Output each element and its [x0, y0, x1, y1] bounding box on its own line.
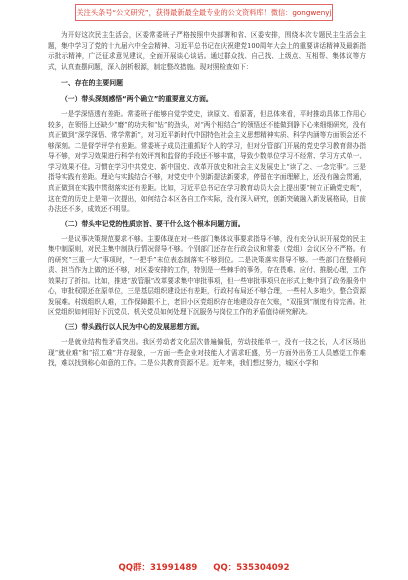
document-body — [48, 30, 366, 369]
subsection-heading-3: （三）带头践行以人民为中心的发展思想方面。 — [61, 323, 204, 332]
paragraph: 一是议事决策规范要求不够。主要体现在对一些部门集体议事要求指导不够，没有充分认识开展党的民主集中制原则，对民主集中制执行情况督导不够。个别部门还存在行政会议和常委（党组）会议区分不严格。有的研究“三重一大”事项时，“一把手”末位表态制落实不够到位。二是决策落实督导不够。一些部门在整顿问责、担当作为上做的还不够，对区委安排的工作，特别是一些棘手的事务，存在畏难、应付、推脱心理，工作效果打了折扣。比如，推进“放管服”改革要求集中审批事项，但一些审批事项只在形式上集中到了政务服务中心，审批权限还在原单位，三是基层组织建设还有差距，行政村布局还不够合理，一些村人多地少，整合资源发展难。村级组织人难，工作保障跟不上，老旧小区党组织存在地建设存在欠账，“双报到”制度有待完善。社区党组织如何用好下沉党员、机关党员如何处理下沉服务与岗位工作的矛盾值待研究解决。 — [48, 234, 366, 317]
subsection-heading-2: （二）带头牢记党的性质宗旨、要干什么这个根本问题方面。 — [61, 219, 245, 228]
subsection-heading-1: （一）带头深刻感悟“两个确立”的重要意义方面。 — [61, 95, 213, 104]
qq-group-number: QQ群：31991489 — [118, 563, 198, 573]
footer-contact — [0, 561, 408, 573]
paragraph: 一是学深悟透有差距。常委班子能够自觉学党史，读原文、看原著，但总体来看，平时推动具体工作用心较多，在领悟上还缺少“磨”的功夫和“钻”的劲头，对“两个相结合”的领悟还不能做到静下心来细细研究，没有真正做到“深学深悟、常学常新”，对习近平新时代中国特色社会主义思想精神实质、科学内涵等方面领会还不够深刻。二是督学评学有差距。常委班子成员注重抓好个人的学习，但对分管部门开展的党史学习教育督办指导不够，对学习效果进行科学有效评判和监督的手段还不够丰富，导致少数单位学习不经常、学习方式单一、学习效果不佳。习惯在学习中共党史、新中国史、改革开放史和社会主义发展史上“读了之、一念完事”。三是指导实践有差距。理论与实践结合不够，对党史中个别新提法新要求，停留在字面理解上，还没有融会贯通，真正做到在实践中贯彻落实还有差距。比如，习近平总书记在学习教育动员大会上提出要“树立正确党史观”，这在党的历史上是第一次提出，如何结合本区各自工作实际，没有深入研究，创新突破融入新发展格局，目前办法还不多，成效还不明显。 — [48, 110, 366, 214]
section-title: 一、存在的主要问题 — [61, 79, 124, 88]
qq-number: QQ：535304092 — [213, 563, 290, 573]
paragraph: 一是就业结构性矛盾突出。我区劳动者文化层次普遍偏低，劳动技能单一，没有一技之长，人才区场出现“就业难”和“招工难”并存现象，一方面一些企业对技能人才需求旺盛，另一方面外出务工人员感觉工作难找，难以找到称心如意的工作。二是公共教育资源不足。近年来，我们想过努力，城区小学和 — [48, 338, 366, 368]
intro-paragraph: 为开好这次民主生活会，区委常委班子严格按照中央部署和省、区委安排，围绕本次专题民主生活会主题，集中学习了党的十九届六中全会精神、习近平总书记在庆祝建党100周年大会上的重要讲话精神及最新指示批示精神，广泛征求意见建议，全面开展谈心谈话。通过群众找、自己找、上级点、互相帮、集体议等方式，认真查摆问题，深入剖析根源，制定整改措施。现对照检查如下： — [48, 31, 366, 71]
header-banner: 关注头条号“公文研究”，获得最新最全最专业的公文资料库！微信：gongwenyj — [75, 4, 333, 21]
